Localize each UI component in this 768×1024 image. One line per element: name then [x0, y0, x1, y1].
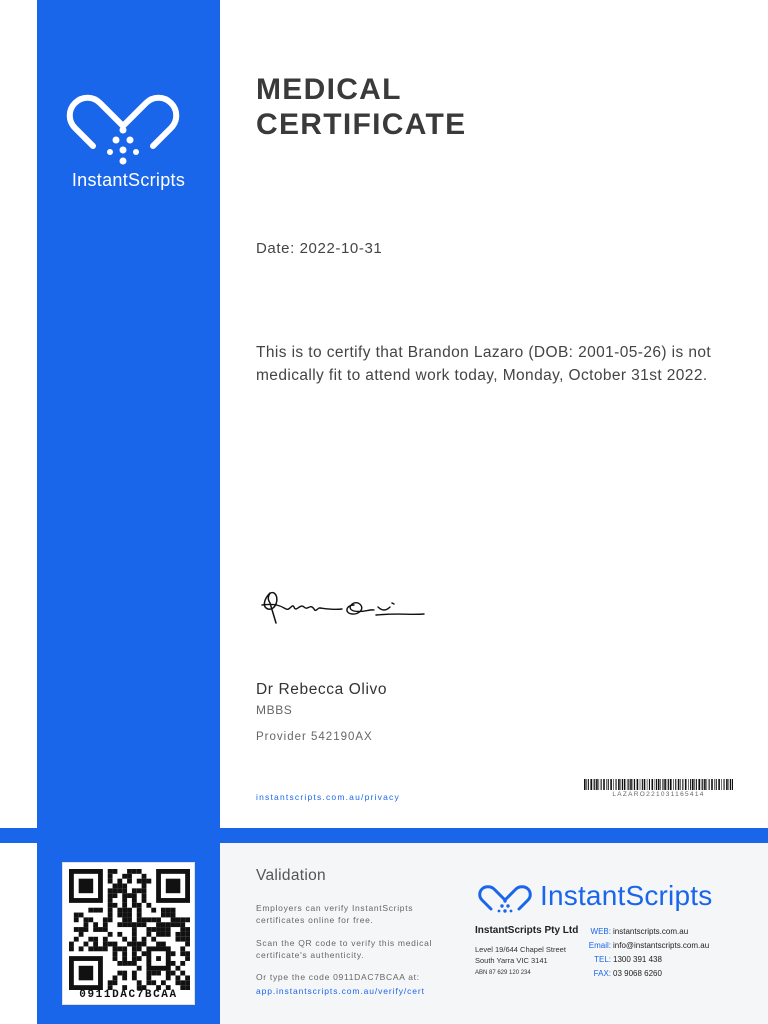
- doctor-qualification: MBBS: [256, 703, 293, 717]
- contact-tel-value[interactable]: 1300 391 438: [613, 955, 662, 964]
- heart-pill-logo-icon: [474, 878, 536, 916]
- contact-fax-value: 03 9068 6260: [613, 969, 662, 978]
- verify-link[interactable]: app.instantscripts.com.au/verify/cert: [256, 986, 425, 996]
- footer-brand-name: InstantScripts: [540, 880, 713, 911]
- barcode-text: LAZARO221031165414: [612, 791, 705, 798]
- qr-code-text: 0911DAC7BCAA: [79, 989, 178, 1001]
- company-address-line-2: South Yarra VIC 3141: [475, 956, 548, 965]
- company-name: InstantScripts Pty Ltd: [475, 925, 579, 936]
- signature-icon: [258, 585, 428, 630]
- contact-web-label: WEB:: [590, 927, 611, 936]
- contact-email-label: Email:: [588, 941, 611, 950]
- doctor-name: Dr Rebecca Olivo: [256, 681, 388, 698]
- validation-paragraph-1: Employers can verify InstantScripts certificates online for free.: [256, 903, 414, 925]
- contact-email-value[interactable]: info@instantscripts.com.au: [613, 941, 710, 950]
- contact-email: [575, 941, 709, 950]
- title-line-2: CERTIFICATE: [256, 108, 467, 141]
- qr-code-icon[interactable]: [69, 869, 190, 990]
- sidebar-brand-name: InstantScripts: [71, 170, 186, 190]
- company-address-line-1: Level 19/644 Chapel Street: [475, 945, 566, 954]
- validation-title: Validation: [256, 867, 326, 884]
- barcode-icon: [584, 779, 733, 790]
- privacy-link[interactable]: instantscripts.com.au/privacy: [256, 792, 400, 802]
- contact-web-value[interactable]: instantscripts.com.au: [613, 927, 689, 936]
- company-abn: ABN 87 629 120 234: [475, 970, 531, 976]
- contact-tel-label: TEL:: [594, 955, 611, 964]
- contact-web: [575, 927, 688, 936]
- validation-paragraph-3: Or type the code 0911DAC7BCAA at:: [256, 972, 420, 982]
- certificate-date: Date: 2022-10-31: [256, 240, 383, 257]
- qr-card: [62, 862, 195, 1005]
- footer-divider-band: [0, 828, 768, 843]
- validation-paragraph-2: Scan the QR code to verify this medical certificate's authenticity.: [256, 938, 433, 960]
- title-line-1: MEDICAL: [256, 73, 402, 106]
- page-title: [256, 72, 556, 142]
- provider-number: Provider 542190AX: [256, 731, 373, 743]
- certificate-body: This is to certify that Brandon Lazaro (DOB: 2001-05-26) is not medically fit to attend work today, Monday, October 31st 2022.: [256, 344, 712, 384]
- contact-fax-label: FAX:: [593, 969, 611, 978]
- heart-pill-logo-icon: [60, 78, 186, 166]
- contact-tel: [575, 955, 662, 964]
- contact-fax: [575, 969, 662, 978]
